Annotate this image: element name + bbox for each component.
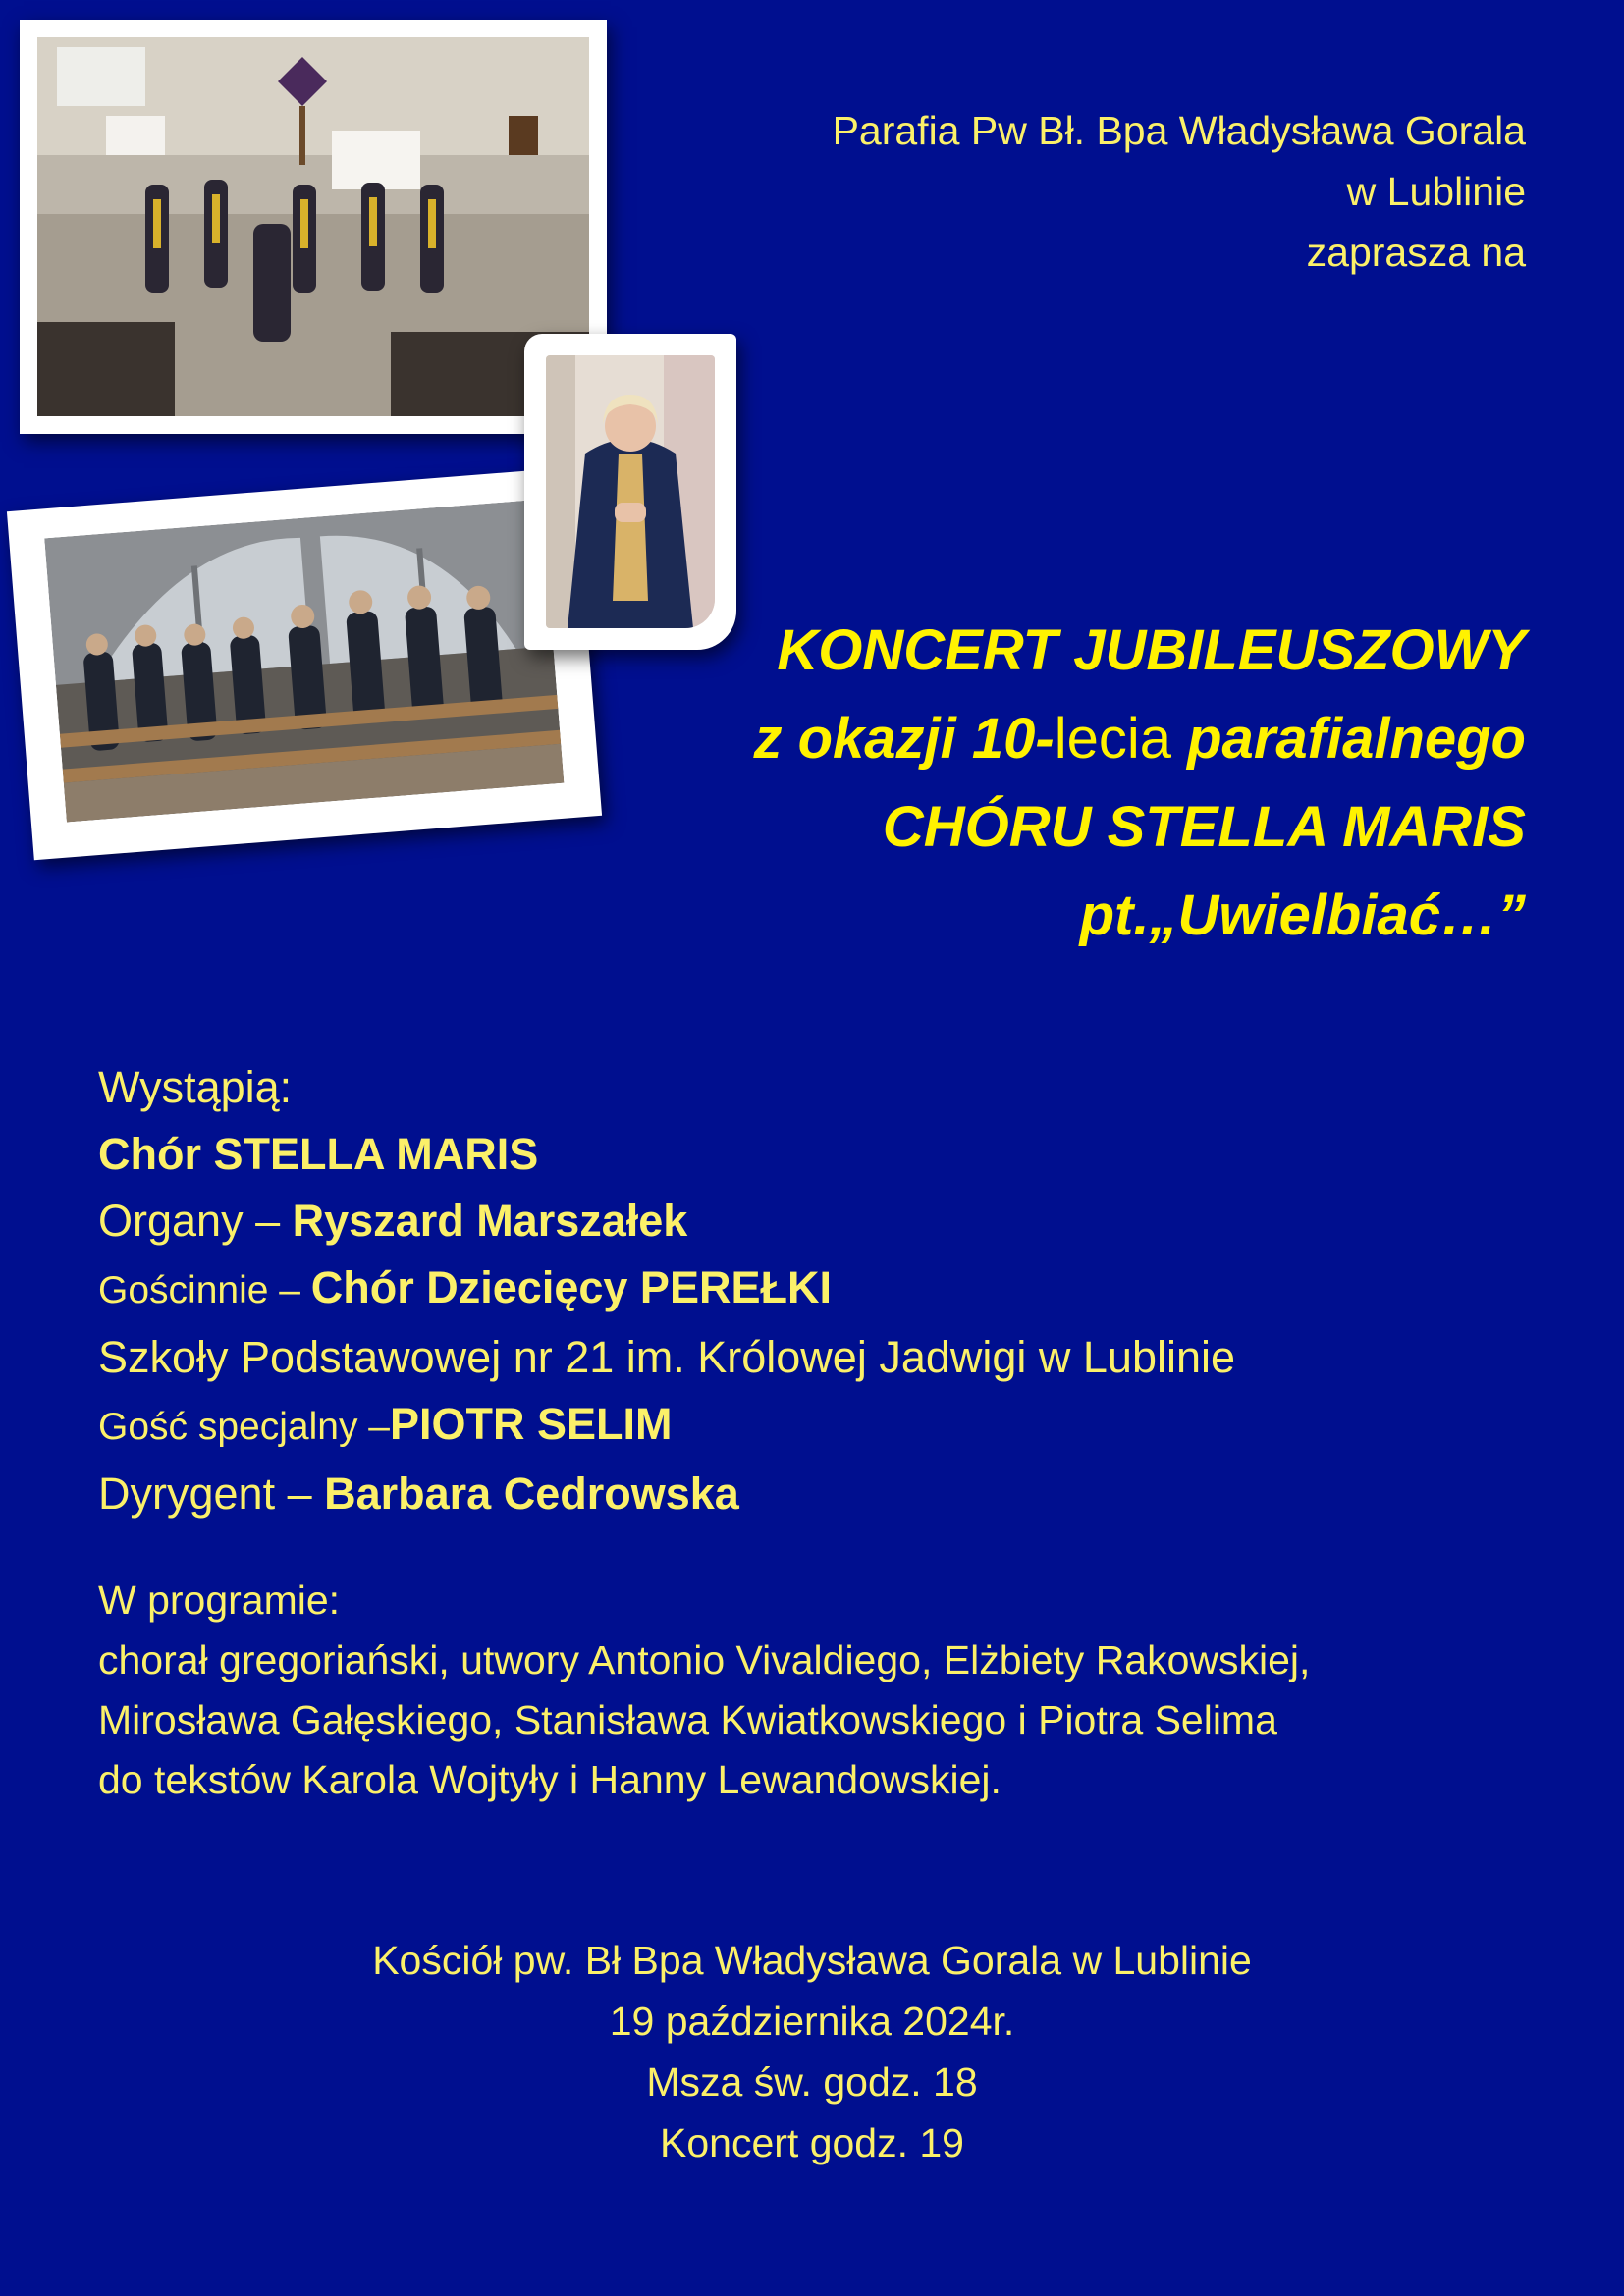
photo-choir-rehearsal <box>7 467 602 860</box>
performer-choir: Chór STELLA MARIS <box>98 1129 539 1179</box>
program-title: W programie: <box>98 1577 341 1623</box>
photo-conductor-portrait <box>524 334 736 650</box>
performers-intro: Wystąpią: <box>98 1062 293 1112</box>
organizer-block <box>833 100 1526 283</box>
performer-guest: Gościnnie – Chór Dziecięcy PEREŁKI <box>98 1262 832 1312</box>
concert-headline <box>753 607 1526 960</box>
headline-occasion: z okazji 10-lecia parafialnego <box>753 707 1526 771</box>
event-concert-time: Koncert godz. 19 <box>660 2120 964 2165</box>
headline-title: KONCERT JUBILEUSZOWY <box>777 618 1526 682</box>
organizer-line: w Lublinie <box>1346 169 1526 214</box>
headline-subtitle: pt.„Uwielbiać…” <box>1079 883 1526 947</box>
photo-choir-in-church <box>20 20 607 434</box>
performers-section <box>98 1054 1235 1527</box>
program-section <box>98 1571 1310 1810</box>
headline-choir: CHÓRU STELLA MARIS <box>882 795 1526 859</box>
event-details <box>0 1930 1624 2173</box>
event-venue: Kościół pw. Bł Bpa Władysława Gorala w Lublinie <box>372 1938 1252 1983</box>
program-line: do tekstów Karola Wojtyły i Hanny Lewandowskiej. <box>98 1757 1001 1802</box>
event-mass-time: Msza św. godz. 18 <box>646 2059 978 2105</box>
program-line: Mirosława Gałęskiego, Stanisława Kwiatkowskiego i Piotra Selima <box>98 1697 1277 1742</box>
performer-organ: Organy – Ryszard Marszałek <box>98 1196 688 1246</box>
organizer-line: Parafia Pw Bł. Bpa Władysława Gorala <box>832 108 1526 153</box>
performer-conductor: Dyrygent – Barbara Cedrowska <box>98 1468 739 1519</box>
event-date: 19 października 2024r. <box>609 1999 1015 2044</box>
performer-special-guest: Gość specjalny –PIOTR SELIM <box>98 1399 673 1449</box>
organizer-line: zaprasza na <box>1306 230 1526 275</box>
performer-school: Szkoły Podstawowej nr 21 im. Królowej Jadwigi w Lublinie <box>98 1332 1236 1382</box>
program-line: chorał gregoriański, utwory Antonio Vivaldiego, Elżbiety Rakowskiej, <box>98 1637 1311 1682</box>
